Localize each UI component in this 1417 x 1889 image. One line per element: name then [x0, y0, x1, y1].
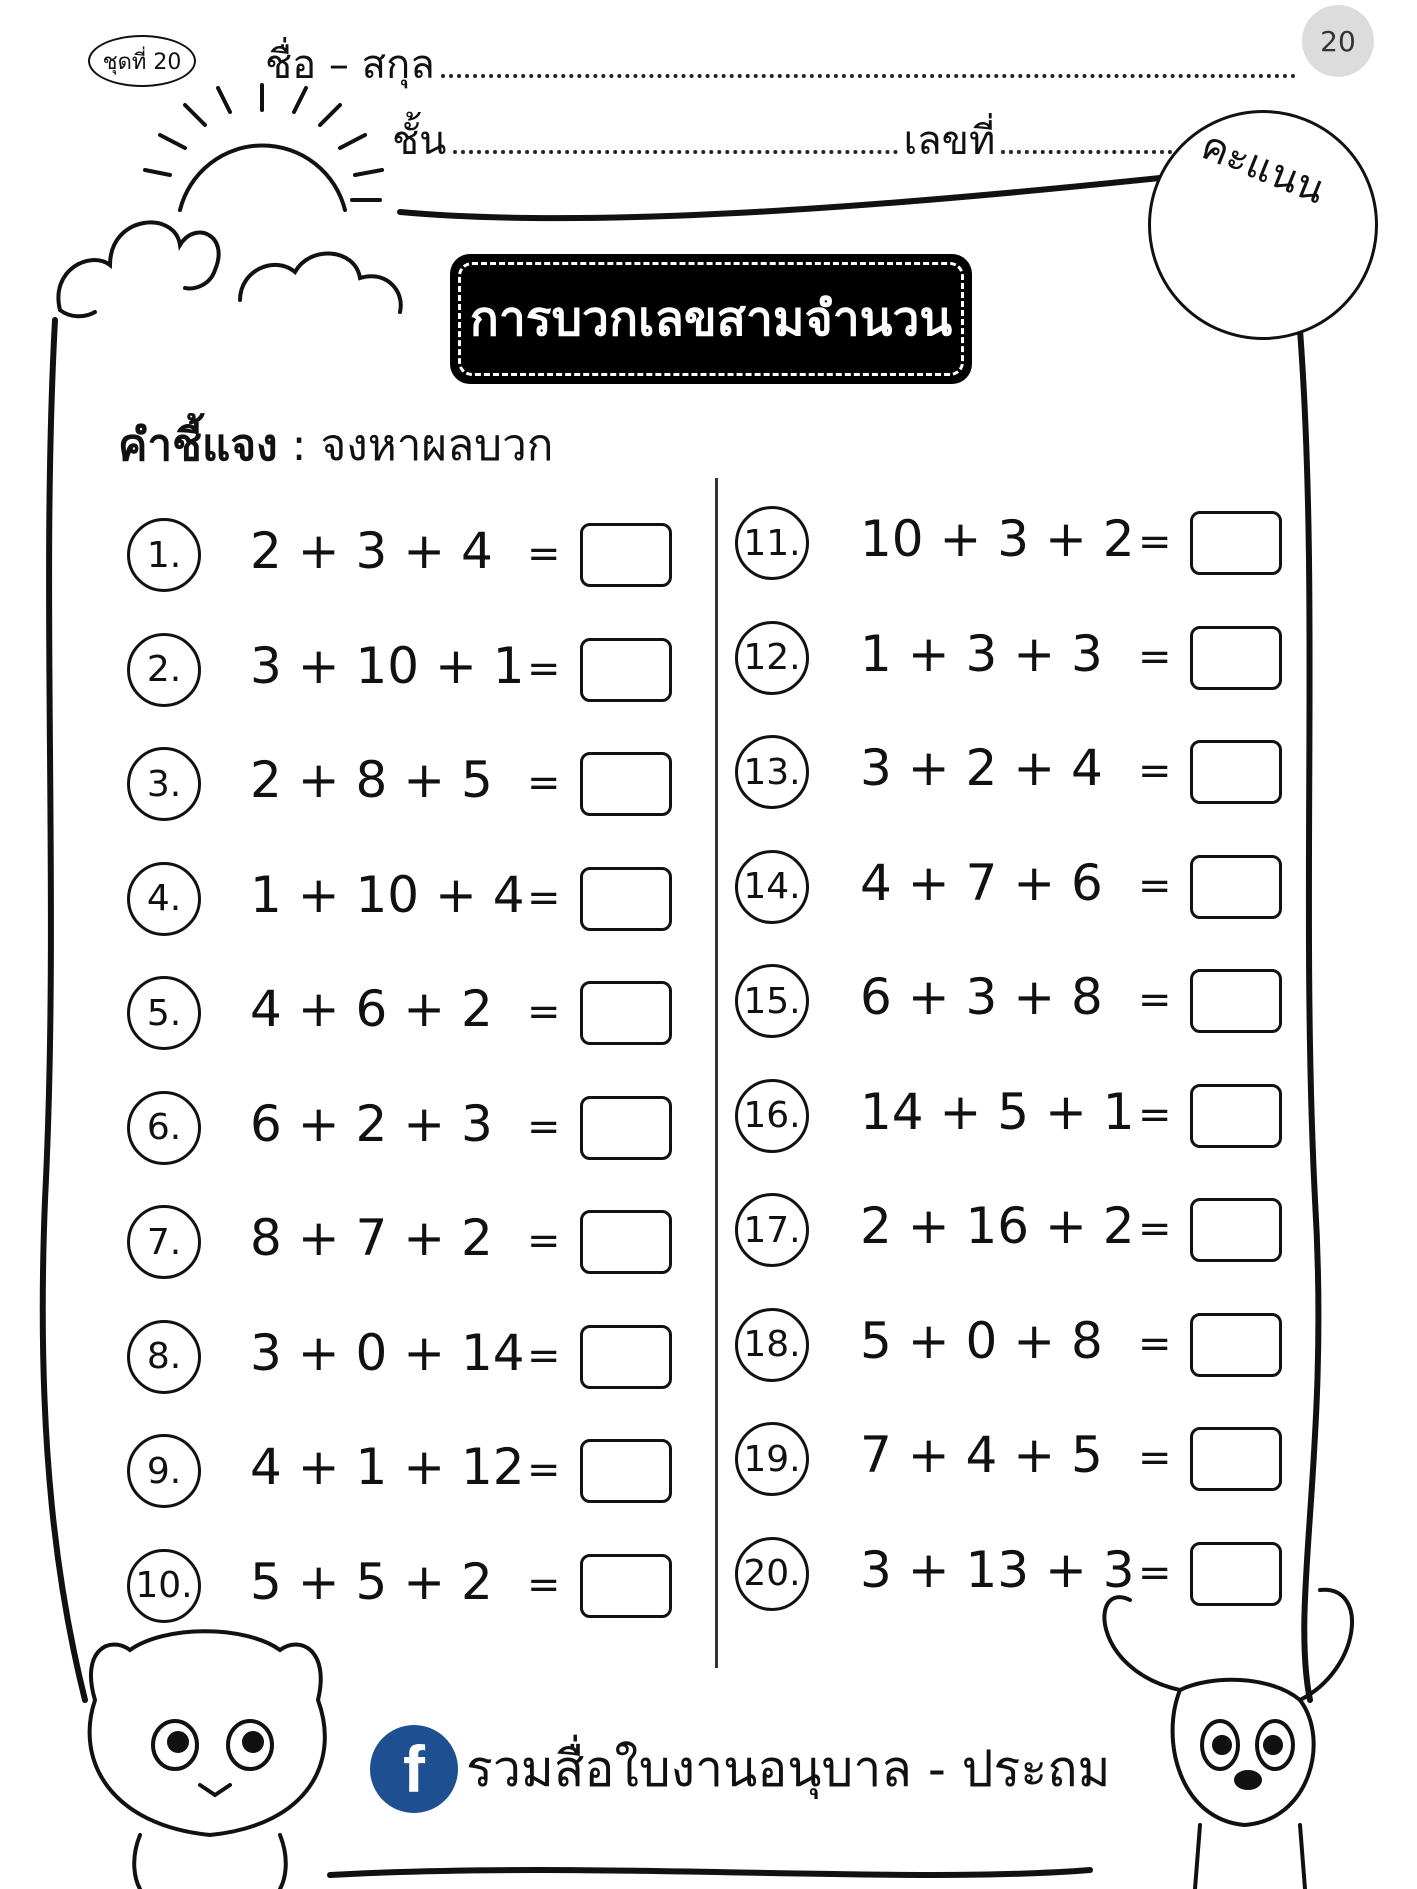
- number-label: เลขที่: [903, 118, 996, 164]
- footer-text: รวมสื่อใบงานอนุบาล - ประถม: [466, 1739, 1111, 1798]
- instruction-text: จงหาผลบวก: [320, 420, 554, 471]
- equals-sign: =: [527, 1332, 561, 1379]
- bunny-illustration: [1104, 1590, 1352, 1889]
- equals-sign: =: [1138, 633, 1172, 680]
- equals-sign: =: [527, 645, 561, 692]
- number-dotted-line[interactable]: [1001, 142, 1196, 154]
- question-number: 14.: [735, 850, 809, 924]
- score-circle[interactable]: [1148, 110, 1378, 340]
- answer-box[interactable]: [1190, 1084, 1282, 1148]
- facebook-icon[interactable]: f: [370, 1725, 458, 1813]
- answer-box[interactable]: [1190, 1427, 1282, 1491]
- name-label: ชื่อ – สกุล: [265, 42, 435, 88]
- question-expression: 2 + 16 + 2: [860, 1197, 1135, 1255]
- answer-box[interactable]: [1190, 511, 1282, 575]
- class-dotted-line[interactable]: [453, 142, 898, 154]
- question-expression: 3 + 0 + 14: [250, 1323, 525, 1382]
- equals-sign: =: [527, 1218, 561, 1264]
- question-number: 13.: [735, 735, 809, 809]
- answer-box[interactable]: [1190, 740, 1282, 804]
- sun-icon: [145, 85, 382, 210]
- class-field[interactable]: [392, 108, 1196, 172]
- set-number-label: ชุดที่ 20: [88, 35, 196, 87]
- equals-sign: =: [1138, 862, 1172, 909]
- equals-sign: =: [527, 1561, 561, 1608]
- question-expression: 3 + 13 + 3: [860, 1540, 1135, 1599]
- equals-sign: =: [527, 531, 561, 577]
- question-number: 1.: [127, 518, 201, 592]
- question-expression: 1 + 10 + 4: [250, 865, 525, 924]
- answer-box[interactable]: [580, 1325, 672, 1389]
- answer-box[interactable]: [1190, 1313, 1282, 1377]
- question-number: 7.: [127, 1205, 201, 1279]
- question-expression: 6 + 3 + 8: [860, 968, 1103, 1026]
- question-number: 4.: [127, 862, 201, 936]
- question-number: 19.: [735, 1422, 809, 1496]
- equals-sign: =: [527, 989, 561, 1035]
- question-number: 15.: [735, 964, 809, 1038]
- question-expression: 5 + 5 + 2: [250, 1552, 493, 1611]
- question-expression: 14 + 5 + 1: [860, 1082, 1135, 1141]
- answer-box[interactable]: [1190, 1198, 1282, 1262]
- instruction: [118, 410, 553, 480]
- class-label: ชั้น: [392, 118, 447, 164]
- equals-sign: =: [1138, 1435, 1172, 1481]
- question-expression: 4 + 7 + 6: [860, 853, 1103, 912]
- title-banner: [450, 254, 972, 384]
- cloud-icon: [240, 253, 401, 312]
- name-field[interactable]: [265, 32, 1296, 96]
- instruction-label: คำชี้แจง: [118, 420, 278, 471]
- answer-box[interactable]: [580, 752, 672, 816]
- question-expression: 7 + 4 + 5: [860, 1426, 1103, 1484]
- equals-sign: =: [1138, 748, 1172, 794]
- equals-sign: =: [527, 1103, 561, 1150]
- question-expression: 2 + 8 + 5: [250, 751, 493, 809]
- question-expression: 1 + 3 + 3: [860, 624, 1103, 683]
- worksheet-title: การบวกเลขสามจำนวน: [458, 262, 964, 376]
- footer-credit: [370, 1725, 1110, 1813]
- equals-sign: =: [1138, 1549, 1172, 1596]
- answer-box[interactable]: [580, 867, 672, 931]
- question-number: 9.: [127, 1434, 201, 1508]
- equals-sign: =: [1138, 519, 1172, 565]
- question-expression: 4 + 6 + 2: [250, 980, 493, 1038]
- equals-sign: =: [527, 760, 561, 806]
- question-number: 16.: [735, 1079, 809, 1153]
- question-number: 6.: [127, 1091, 201, 1165]
- question-number: 12.: [735, 621, 809, 695]
- question-expression: 8 + 7 + 2: [250, 1209, 493, 1267]
- question-expression: 3 + 10 + 1: [250, 636, 525, 695]
- question-number: 5.: [127, 976, 201, 1050]
- equals-sign: =: [1138, 1320, 1172, 1367]
- answer-box[interactable]: [1190, 1542, 1282, 1606]
- equals-sign: =: [527, 874, 561, 921]
- question-number: 2.: [127, 633, 201, 707]
- equals-sign: =: [1138, 1091, 1172, 1138]
- question-expression: 6 + 2 + 3: [250, 1094, 493, 1153]
- question-expression: 3 + 2 + 4: [860, 739, 1103, 797]
- question-expression: 4 + 1 + 12: [250, 1438, 525, 1496]
- question-number: 17.: [735, 1193, 809, 1267]
- answer-box[interactable]: [580, 523, 672, 587]
- answer-box[interactable]: [580, 1210, 672, 1274]
- answer-box[interactable]: [580, 638, 672, 702]
- question-number: 11.: [735, 506, 809, 580]
- question-number: 8.: [127, 1320, 201, 1394]
- question-expression: 10 + 3 + 2: [860, 510, 1135, 568]
- answer-box[interactable]: [1190, 855, 1282, 919]
- question-number: 10.: [127, 1549, 201, 1623]
- instruction-separator: :: [277, 420, 321, 471]
- name-dotted-line[interactable]: [441, 66, 1296, 78]
- equals-sign: =: [1138, 1206, 1172, 1252]
- tiger-cub-illustration: [90, 1631, 325, 1889]
- answer-box[interactable]: [1190, 969, 1282, 1033]
- question-expression: 5 + 0 + 8: [860, 1311, 1103, 1370]
- cloud-icon: [58, 222, 218, 316]
- question-number: 20.: [735, 1537, 809, 1611]
- page-number-badge: 20: [1302, 5, 1374, 77]
- equals-sign: =: [1138, 977, 1172, 1023]
- question-number: 3.: [127, 747, 201, 821]
- score-label: คะแนน: [1194, 122, 1332, 214]
- answer-box[interactable]: [580, 981, 672, 1045]
- question-expression: 2 + 3 + 4: [250, 522, 493, 580]
- answer-box[interactable]: [580, 1554, 672, 1618]
- answer-box[interactable]: [580, 1096, 672, 1160]
- answer-box[interactable]: [580, 1439, 672, 1503]
- question-number: 18.: [735, 1308, 809, 1382]
- equals-sign: =: [527, 1447, 561, 1493]
- answer-box[interactable]: [1190, 626, 1282, 690]
- column-divider: [715, 478, 718, 1668]
